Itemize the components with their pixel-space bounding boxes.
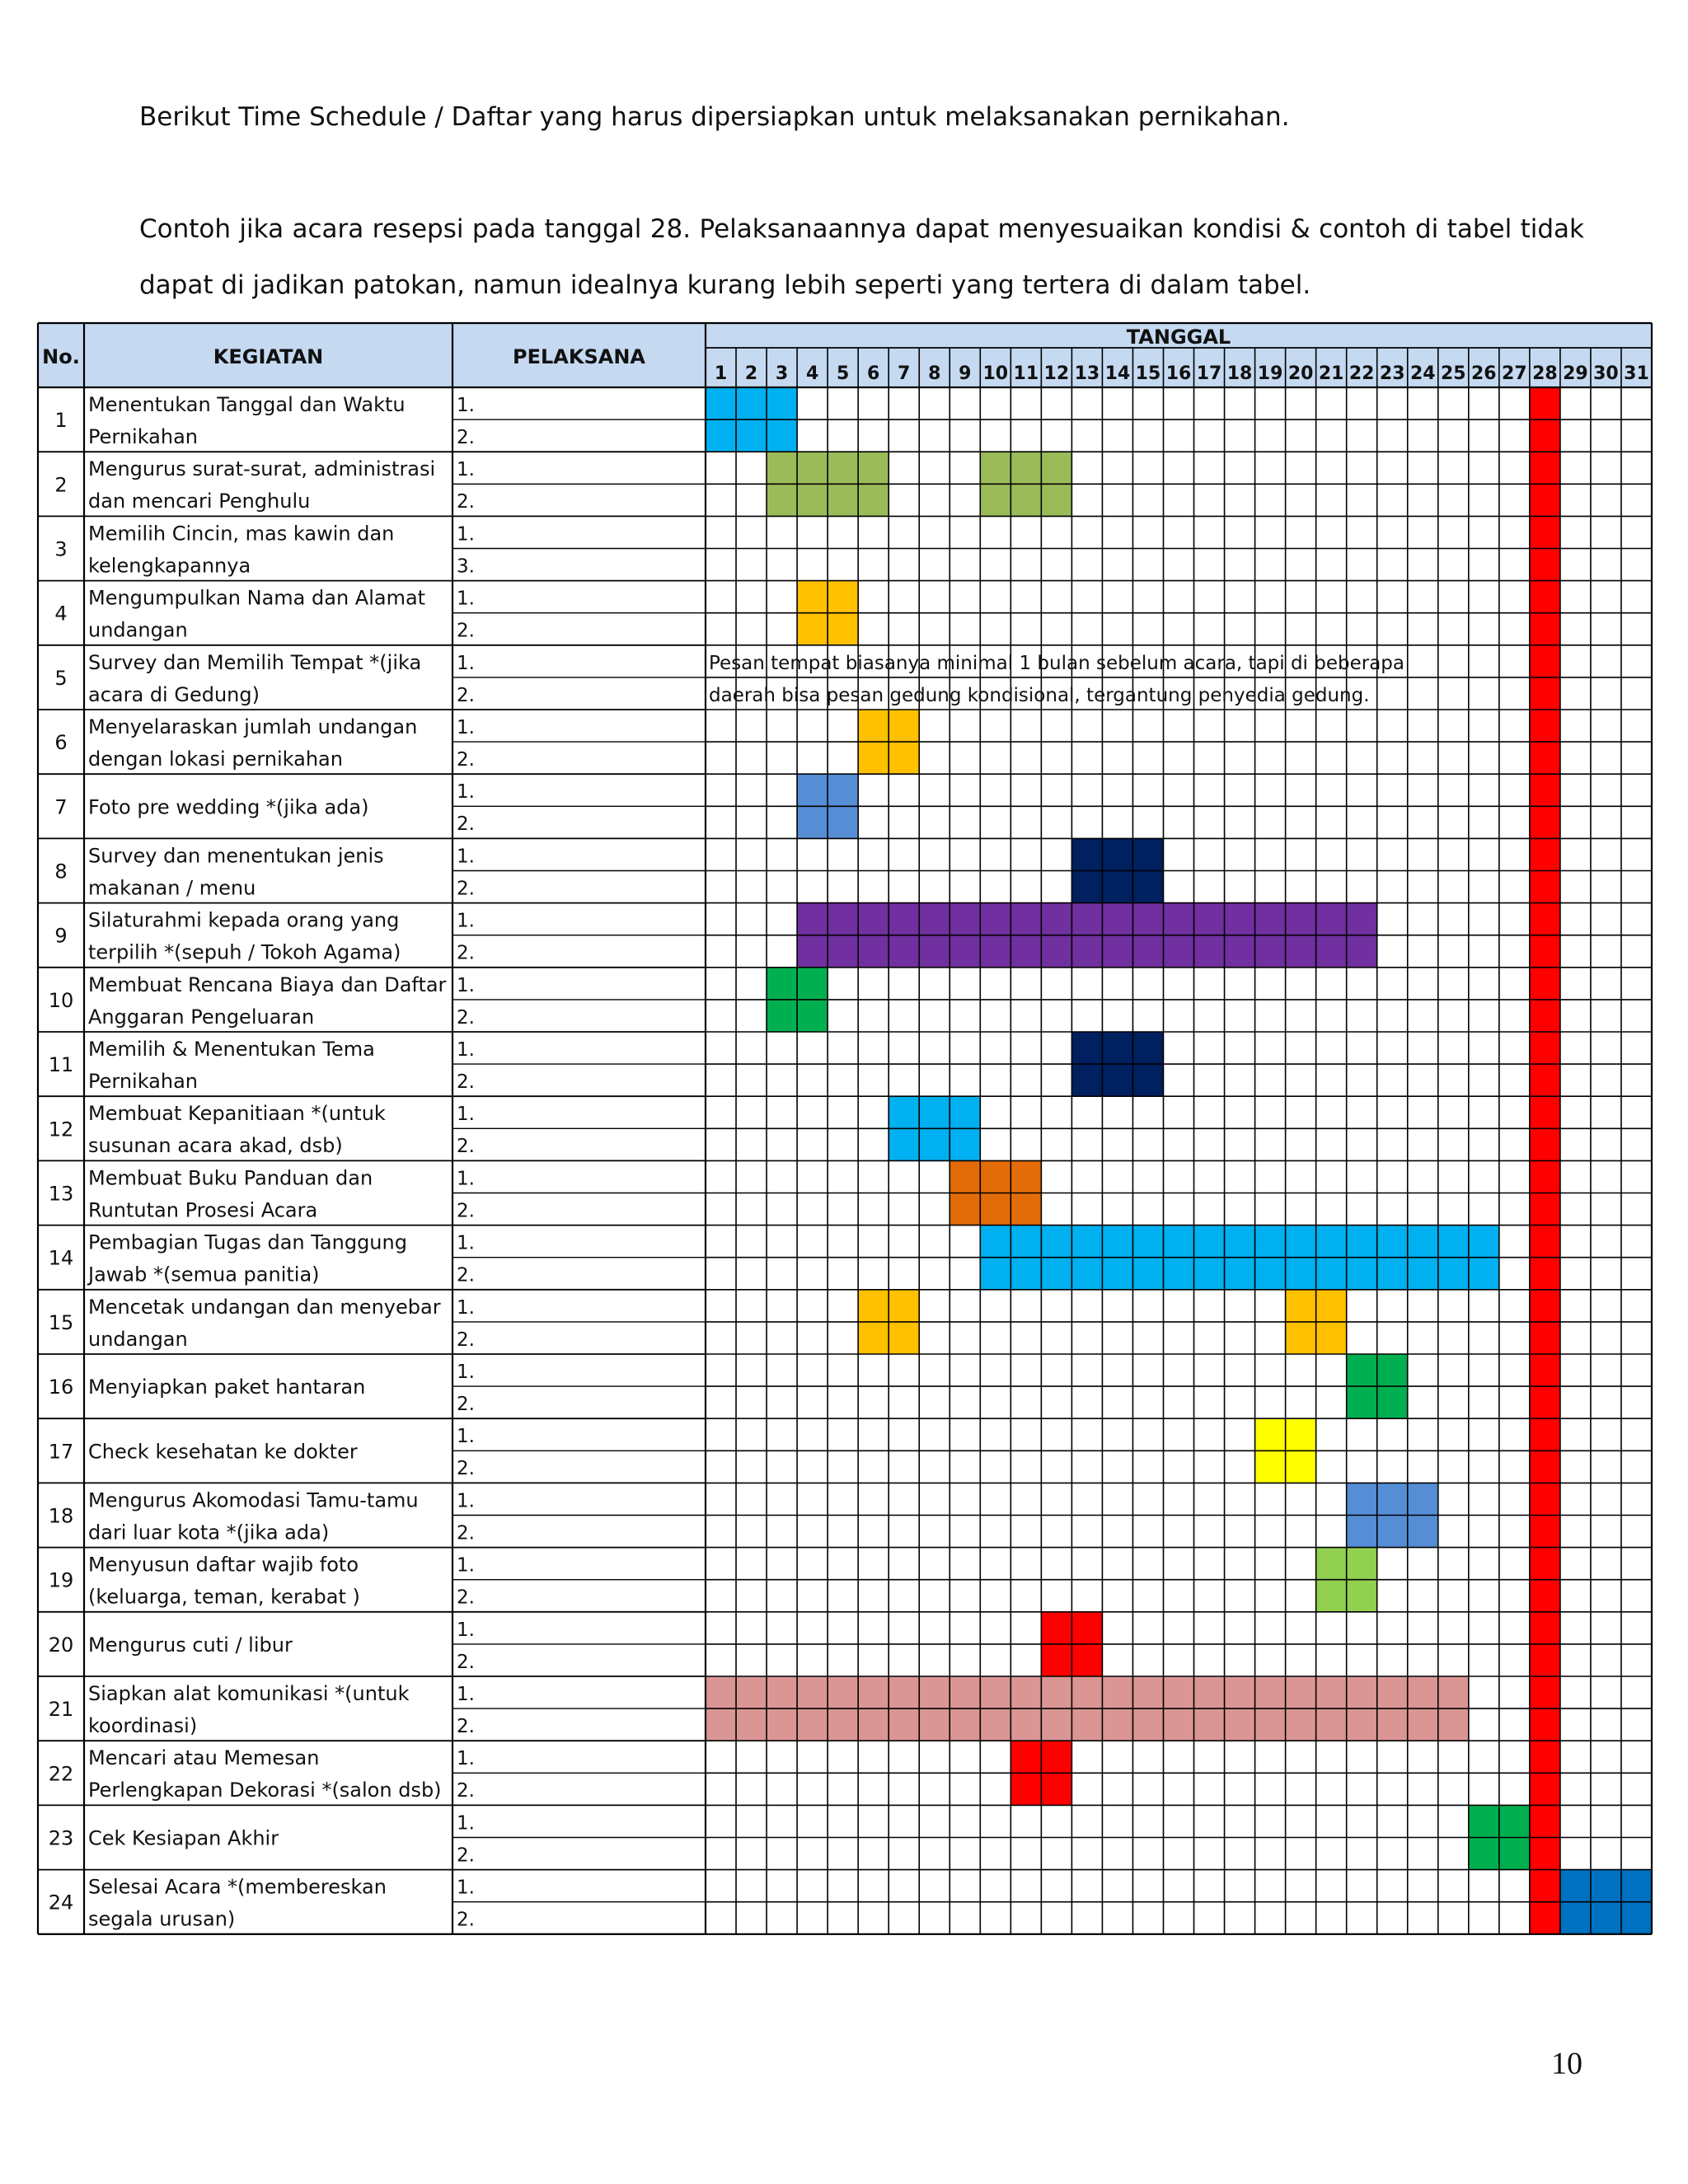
- header-pelaksana: PELAKSANA: [513, 345, 645, 368]
- pelaksana-text: 1.: [457, 717, 475, 738]
- kegiatan-text: dari luar kota *(jika ada): [88, 1521, 330, 1544]
- row-number: 10: [48, 988, 74, 1012]
- pelaksana-text: 2.: [457, 1844, 475, 1867]
- kegiatan-text: Pembagian Tugas dan Tanggung: [88, 1230, 407, 1254]
- day-number: 25: [1440, 363, 1466, 384]
- row-number: 1: [54, 409, 68, 433]
- pelaksana-text: 3.: [457, 555, 475, 578]
- day-number: 19: [1257, 363, 1283, 384]
- kegiatan-text: Mencari atau Memesan: [88, 1746, 320, 1770]
- kegiatan-text: makanan / menu: [88, 876, 256, 900]
- row-number: 6: [54, 731, 68, 755]
- day-number: 26: [1471, 363, 1497, 384]
- day-number: 6: [867, 363, 880, 384]
- kegiatan-text: Membuat Buku Panduan dan: [88, 1166, 373, 1190]
- pelaksana-text: 2.: [457, 1136, 475, 1158]
- kegiatan-text: Anggaran Pengeluaran: [88, 1005, 315, 1029]
- kegiatan-text: Memilih & Menentukan Tema: [88, 1038, 375, 1061]
- page-number: 10: [1551, 2046, 1582, 2081]
- pelaksana-text: 1.: [457, 1748, 475, 1770]
- row-number: 13: [48, 1182, 74, 1206]
- kegiatan-text: dengan lokasi pernikahan: [88, 748, 343, 771]
- note-text: Pesan tempat biasanya minimal 1 bulan sebelum acara, tapi di beberapa: [709, 652, 1405, 674]
- pelaksana-text: 1.: [457, 1232, 475, 1254]
- pelaksana-text: 2.: [457, 942, 475, 964]
- pelaksana-text: 2.: [457, 1264, 475, 1286]
- pelaksana-text: 1.: [457, 652, 475, 674]
- pelaksana-text: 2.: [457, 1522, 475, 1544]
- day-number: 4: [805, 363, 819, 384]
- pelaksana-text: 1.: [457, 395, 475, 416]
- kegiatan-text: undangan: [88, 1327, 188, 1351]
- kegiatan-text: Mengumpulkan Nama dan Alamat: [88, 586, 426, 610]
- pelaksana-text: 1.: [457, 910, 475, 932]
- pelaksana-text: 2.: [457, 1586, 475, 1609]
- pelaksana-text: 2.: [457, 1071, 475, 1093]
- row-number: 15: [48, 1310, 74, 1334]
- header-no: No.: [42, 345, 80, 368]
- day-number: 12: [1043, 363, 1070, 384]
- kegiatan-text: koordinasi): [88, 1714, 198, 1737]
- day-number: 17: [1196, 363, 1222, 384]
- kegiatan-text: terpilih *(sepuh / Tokoh Agama): [88, 940, 401, 964]
- kegiatan-text: Menyiapkan paket hantaran: [88, 1376, 366, 1399]
- kegiatan-text: susunan acara akad, dsb): [88, 1134, 343, 1158]
- day-number: 7: [898, 363, 911, 384]
- kegiatan-text: Silaturahmi kepada orang yang: [88, 908, 400, 932]
- kegiatan-text: Siapkan alat komunikasi *(untuk: [88, 1682, 410, 1705]
- pelaksana-text: 1.: [457, 974, 475, 996]
- pelaksana-text: 2.: [457, 1394, 475, 1415]
- day-number: 8: [928, 363, 941, 384]
- day-number: 24: [1409, 363, 1436, 384]
- pelaksana-text: 2.: [457, 491, 475, 513]
- pelaksana-text: 2.: [457, 620, 475, 642]
- day-number: 21: [1318, 363, 1344, 384]
- row-number: 14: [48, 1246, 74, 1270]
- kegiatan-text: Menyusun daftar wajib foto: [88, 1553, 359, 1577]
- kegiatan-text: Membuat Kepanitiaan *(untuk: [88, 1102, 386, 1126]
- pelaksana-text: 1.: [457, 459, 475, 481]
- pelaksana-text: 2.: [457, 1651, 475, 1673]
- header-tanggal: TANGGAL: [1126, 326, 1231, 349]
- note-text: daerah bisa pesan gedung kondisional, tergantung penyedia gedung.: [709, 684, 1370, 706]
- pelaksana-text: 1.: [457, 588, 475, 610]
- kegiatan-text: Menyelaraskan jumlah undangan: [88, 715, 418, 738]
- kegiatan-text: Pernikahan: [88, 425, 199, 448]
- kegiatan-text: Mengurus Akomodasi Tamu-tamu: [88, 1488, 419, 1512]
- day-number: 16: [1165, 363, 1192, 384]
- kegiatan-text: Menentukan Tanggal dan Waktu: [88, 393, 406, 416]
- pelaksana-text: 1.: [457, 1361, 475, 1383]
- row-number: 8: [54, 860, 68, 883]
- pelaksana-text: 1.: [457, 1039, 475, 1061]
- row-number: 2: [54, 473, 68, 497]
- day-number: 2: [744, 363, 758, 384]
- kegiatan-text: Pernikahan: [88, 1070, 199, 1093]
- pelaksana-text: 1.: [457, 1812, 475, 1835]
- pelaksana-text: 2.: [457, 1329, 475, 1351]
- row-number: 19: [48, 1568, 74, 1592]
- pelaksana-text: 1.: [457, 1296, 475, 1319]
- pelaksana-text: 2.: [457, 1006, 475, 1029]
- pelaksana-text: 1.: [457, 1619, 475, 1641]
- day-number: 13: [1074, 363, 1100, 384]
- day-number: 14: [1104, 363, 1131, 384]
- kegiatan-text: undangan: [88, 618, 188, 642]
- pelaksana-text: 1.: [457, 1168, 475, 1190]
- kegiatan-text: Mencetak undangan dan menyebar: [88, 1295, 441, 1319]
- day-number: 20: [1287, 363, 1314, 384]
- header-kegiatan: KEGIATAN: [213, 345, 324, 368]
- pelaksana-text: 2.: [457, 684, 475, 706]
- kegiatan-text: Check kesehatan ke dokter: [88, 1440, 358, 1464]
- pelaksana-text: 1.: [457, 1490, 475, 1512]
- pelaksana-text: 1.: [457, 781, 475, 804]
- kegiatan-text: acara di Gedung): [88, 682, 260, 706]
- day-number: 31: [1624, 363, 1649, 384]
- day-number: 18: [1226, 363, 1253, 384]
- kegiatan-text: Survey dan Memilih Tempat *(jika: [88, 650, 422, 674]
- day-number: 15: [1135, 363, 1161, 384]
- day-number: 1: [714, 363, 728, 384]
- day-number: 9: [959, 363, 972, 384]
- pelaksana-text: 1.: [457, 1426, 475, 1448]
- day-number: 29: [1563, 363, 1588, 384]
- pelaksana-text: 1.: [457, 846, 475, 868]
- day-number: 23: [1379, 363, 1405, 384]
- pelaksana-text: 2.: [457, 1716, 475, 1737]
- kegiatan-text: Cek Kesiapan Akhir: [88, 1826, 279, 1850]
- pelaksana-text: 1.: [457, 1877, 475, 1899]
- pelaksana-text: 2.: [457, 1780, 475, 1802]
- row-number: 12: [48, 1118, 74, 1141]
- kegiatan-text: Selesai Acara *(membereskan: [88, 1875, 387, 1899]
- kegiatan-text: Mengurus surat-surat, administrasi: [88, 457, 436, 481]
- pelaksana-text: 2.: [457, 1909, 475, 1931]
- pelaksana-text: 1.: [457, 1684, 475, 1705]
- pelaksana-text: 2.: [457, 813, 475, 836]
- pelaksana-text: 1.: [457, 1104, 475, 1126]
- pelaksana-text: 2.: [457, 1458, 475, 1480]
- kegiatan-text: Memilih Cincin, mas kawin dan: [88, 522, 395, 546]
- row-number: 22: [48, 1762, 74, 1786]
- kegiatan-text: Foto pre wedding *(jika ada): [88, 795, 369, 819]
- day-number: 5: [836, 363, 850, 384]
- row-number: 17: [48, 1440, 74, 1464]
- kegiatan-text: Survey dan menentukan jenis: [88, 844, 384, 868]
- day-number: 3: [775, 363, 789, 384]
- row-number: 18: [48, 1504, 74, 1528]
- example-text: Contoh jika acara resepsi pada tanggal 28. Pelaksanaannya dapat menyesuaikan kondisi & contoh di tabel tidak dapat di jadikan patokan, namun idealnya kurang lebih seperti yang tertera di dalam tabel.: [139, 214, 1584, 300]
- row-number: 23: [48, 1826, 74, 1850]
- kegiatan-text: Jawab *(semua panitia): [88, 1263, 320, 1286]
- pelaksana-text: 2.: [457, 749, 475, 771]
- kegiatan-text: kelengkapannya: [88, 554, 251, 578]
- day-number: 30: [1593, 363, 1619, 384]
- day-number: 11: [1013, 363, 1039, 384]
- pelaksana-text: 1.: [457, 523, 475, 546]
- row-number: 9: [54, 924, 68, 948]
- row-number: 7: [54, 795, 68, 819]
- kegiatan-text: Membuat Rencana Biaya dan Daftar: [88, 972, 447, 996]
- day-number: 22: [1348, 363, 1375, 384]
- kegiatan-text: Runtutan Prosesi Acara: [88, 1198, 318, 1222]
- row-number: 5: [54, 666, 68, 690]
- kegiatan-text: Perlengkapan Dekorasi *(salon dsb): [88, 1779, 442, 1802]
- kegiatan-text: segala urusan): [88, 1907, 236, 1931]
- kegiatan-text: (keluarga, teman, kerabat ): [88, 1585, 360, 1609]
- kegiatan-text: Mengurus cuti / libur: [88, 1633, 293, 1657]
- pelaksana-text: 2.: [457, 878, 475, 900]
- pelaksana-text: 2.: [457, 1200, 475, 1222]
- row-number: 16: [48, 1376, 74, 1399]
- row-number: 4: [54, 602, 68, 626]
- row-number: 21: [48, 1698, 74, 1722]
- row-number: 20: [48, 1633, 74, 1657]
- pelaksana-text: 2.: [457, 427, 475, 448]
- day-number: 27: [1502, 363, 1527, 384]
- kegiatan-text: dan mencari Penghulu: [88, 490, 311, 513]
- day-number: 28: [1532, 363, 1558, 384]
- day-number: 10: [982, 363, 1009, 384]
- row-number: 11: [48, 1053, 74, 1077]
- row-number: 24: [48, 1891, 74, 1915]
- pelaksana-text: 1.: [457, 1554, 475, 1577]
- intro-text: Berikut Time Schedule / Daftar yang harus dipersiapkan untuk melaksanakan pernikahan.: [139, 102, 1290, 132]
- row-number: 3: [54, 537, 68, 561]
